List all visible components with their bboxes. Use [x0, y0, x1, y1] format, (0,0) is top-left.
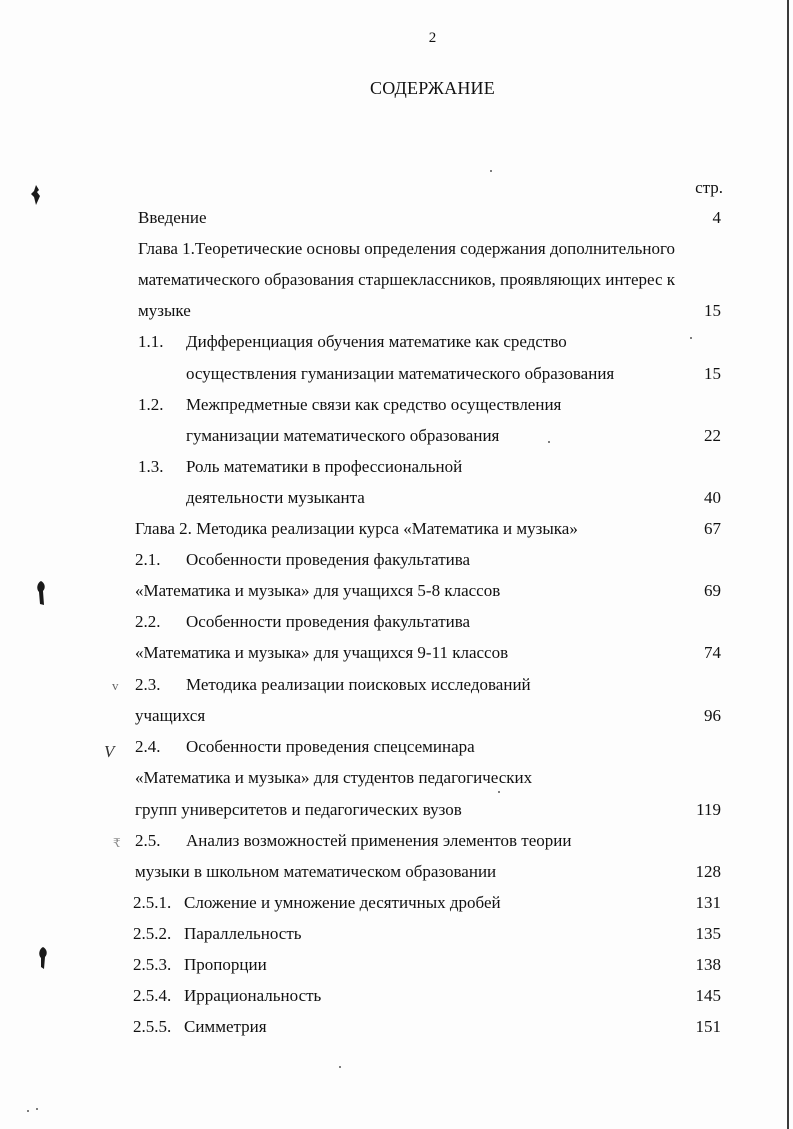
toc-section-number: 1.2.: [138, 395, 164, 414]
toc-entry-1-1-line2: осуществления гуманизации математического образования: [186, 364, 615, 383]
toc-page: 135: [695, 924, 721, 943]
toc-entry-chapter1-line2: математического образования старшеклассников, проявляющих интерес к: [138, 270, 676, 289]
toc-entry-1-2-line2: гуманизации математического образования: [186, 426, 500, 445]
scan-speck: [690, 337, 692, 339]
toc-section-number: 2.5.5.: [133, 1017, 172, 1036]
toc-entry-2-5-1: Сложение и умножение десятичных дробей: [184, 893, 501, 912]
scan-speck: [339, 1066, 341, 1068]
toc-page: 96: [704, 706, 721, 725]
toc-entry-2-2-line1: Особенности проведения факультатива: [186, 612, 471, 631]
toc-section-number: 1.3.: [138, 457, 164, 476]
toc-entry-introduction: Введение: [138, 208, 207, 227]
toc-page: 15: [704, 364, 721, 383]
toc-entry-2-5-2: Параллельность: [184, 924, 302, 943]
toc-entry-2-5-line2: музыки в школьном математическом образовании: [135, 862, 497, 881]
toc-entry-2-5-5: Симметрия: [184, 1017, 267, 1036]
page-number: 2: [428, 30, 437, 46]
scan-speck: [27, 1110, 29, 1112]
toc-page: 74: [704, 643, 721, 662]
margin-mark: v: [112, 678, 119, 693]
toc-page: 15: [704, 301, 721, 320]
toc-section-number: 2.5.1.: [133, 893, 172, 912]
toc-page: 40: [704, 488, 721, 507]
hole-punch-mark-icon: [28, 184, 44, 206]
toc-section-number: 2.5.4.: [133, 986, 172, 1005]
toc-page: 69: [704, 581, 721, 600]
toc-page: 138: [695, 955, 721, 974]
toc-entry-2-2-line2: «Математика и музыка» для учащихся 9-11 классов: [135, 643, 509, 662]
toc-section-number: 1.1.: [138, 332, 164, 351]
toc-page: 119: [696, 800, 721, 819]
pages-column-label: стр.: [695, 178, 723, 197]
toc-entry-2-5-4: Иррациональность: [184, 986, 322, 1005]
toc-section-number: 2.5.3.: [133, 955, 172, 974]
toc-entry-chapter2: Глава 2. Методика реализации курса «Математика и музыка»: [135, 519, 578, 538]
hole-punch-mark-icon: [36, 946, 50, 970]
toc-entry-1-3-line2: деятельности музыканта: [186, 488, 365, 507]
toc-entry-1-1-line1: Дифференциация обучения математике как средство: [186, 332, 567, 351]
scan-edge: [787, 0, 789, 1129]
scan-speck: [36, 1108, 38, 1110]
toc-section-number: 2.2.: [135, 612, 161, 631]
toc-section-number: 2.5.2.: [133, 924, 172, 943]
toc-page: 22: [704, 426, 721, 445]
toc-page: 128: [695, 862, 721, 881]
toc-entry-1-3-line1: Роль математики в профессиональной: [186, 457, 463, 476]
toc-page: 145: [695, 986, 721, 1005]
toc-page: 131: [695, 893, 721, 912]
toc-entry-2-5-line1: Анализ возможностей применения элементов теории: [186, 831, 572, 850]
toc-entry-2-3-line2: учащихся: [135, 706, 206, 725]
hole-punch-mark-icon: [34, 580, 48, 606]
scan-speck: [548, 441, 550, 443]
toc-section-number: 2.5.: [135, 831, 161, 850]
toc-entry-1-2-line1: Межпредметные связи как средство осуществления: [186, 395, 562, 414]
toc-entry-2-4-line1: Особенности проведения спецсеминара: [186, 737, 475, 756]
margin-mark: V: [104, 742, 115, 761]
scan-speck: [490, 170, 492, 172]
toc-section-number: 2.4.: [135, 737, 161, 756]
toc-page: 4: [712, 208, 721, 227]
toc-section-number: 2.1.: [135, 550, 161, 569]
page-title: СОДЕРЖАНИЕ: [370, 78, 495, 98]
toc-entry-2-1-line2: «Математика и музыка» для учащихся 5-8 классов: [135, 581, 501, 600]
toc-section-number: 2.3.: [135, 675, 161, 694]
toc-entry-2-4-line3: групп университетов и педагогических вузов: [135, 800, 462, 819]
toc-page: 151: [695, 1017, 721, 1036]
toc-entry-2-5-3: Пропорции: [184, 955, 267, 974]
scan-speck: [498, 791, 500, 793]
toc-entry-2-4-line2: «Математика и музыка» для студентов педагогических: [135, 768, 533, 787]
toc-entry-chapter1-line1: Глава 1.Теоретические основы определения содержания дополнительного: [138, 239, 676, 258]
toc-entry-chapter1-line3: музыке: [138, 301, 191, 320]
toc-entry-2-3-line1: Методика реализации поисковых исследований: [186, 675, 531, 694]
toc-page: 67: [704, 519, 721, 538]
margin-mark: ₹: [113, 836, 121, 850]
toc-entry-2-1-line1: Особенности проведения факультатива: [186, 550, 471, 569]
